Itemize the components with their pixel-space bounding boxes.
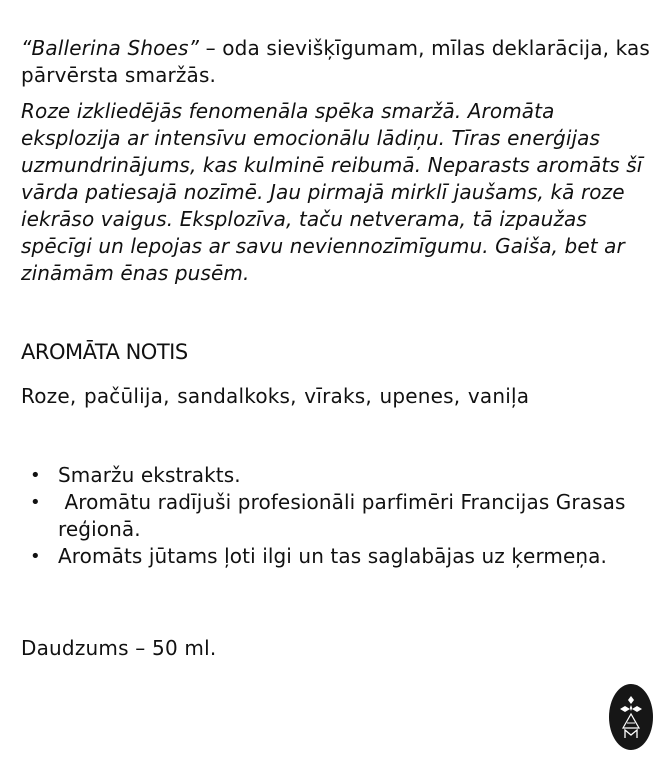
scent-description: Roze izkliedējās fenomenāla spēka smaržā. Aromāta eksplozija ar intensīvu emocionālu lādiņu. Tīras enerģijas uzmundrinājums, kas kulminē reibumā. Neparasts aromāts šī vārda patiesajā nozīmē. Jau pirmajā mirklī jaušams, kā roze iekrāso vaigus. Eksplozīva, taču netverama, tā izpaužas spēcīgi un lepojas ar savu neviennozīmīgumu. Gaiša, bet ar zināmām ēnas pusēm. <box>21 99 643 285</box>
features-list <box>21 462 651 570</box>
quantity-text: Daudzums – 50 ml. <box>21 636 217 660</box>
feature-text: Aromātu radījuši profesionāli parfimēri Francijas Grasas reģionā. <box>58 490 632 541</box>
brand-badge[interactable] <box>609 684 653 750</box>
notes-list: Roze, pačūlija, sandalkoks, vīraks, upenes, vaniļa <box>21 384 530 408</box>
notes-heading: AROMĀTA NOTIS <box>21 340 188 364</box>
bullet-icon: • <box>30 492 41 513</box>
intro-text: – oda sievišķīgumam, mīlas deklarācija, kas pārvērsta smaržās. <box>21 36 650 87</box>
bullet-icon: • <box>30 546 41 567</box>
list-item <box>30 543 651 570</box>
list-item <box>30 489 651 543</box>
bullet-icon: • <box>30 465 41 486</box>
brand-logo-icon <box>609 684 653 750</box>
list-item <box>30 462 651 489</box>
feature-text: Aromāts jūtams ļoti ilgi un tas saglabājas uz ķermeņa. <box>58 544 607 568</box>
intro-paragraph <box>21 35 651 89</box>
product-name: “Ballerina Shoes” <box>21 36 200 60</box>
feature-text: Smaržu ekstrakts. <box>58 463 241 487</box>
product-description <box>21 35 651 662</box>
